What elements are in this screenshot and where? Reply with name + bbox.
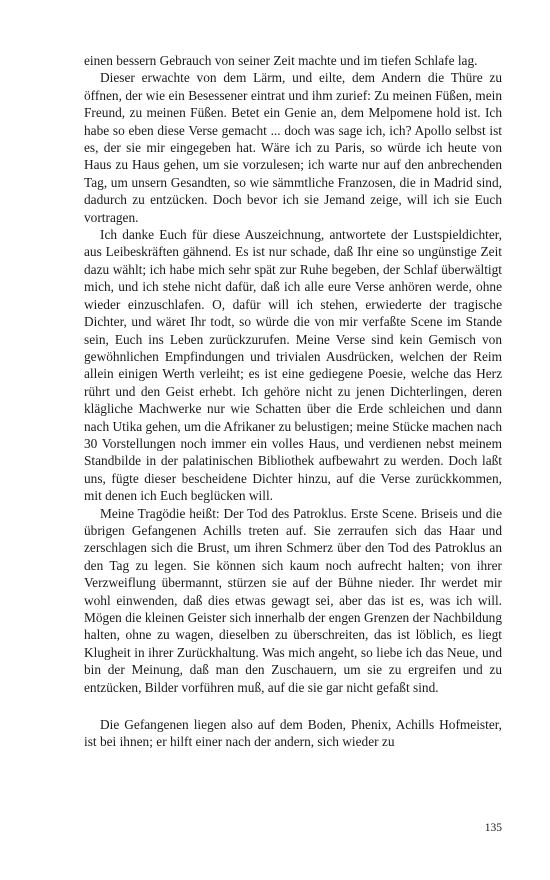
paragraph-4: Meine Tragödie heißt: Der Tod des Patroklus. Erste Scene. Briseis und die übrigen Gefangenen Achills treten auf. Sie zerraufen sich das Haar und zerschlagen sich die Brust, um ihren Schmerz über den Tod des Patroklus an den Tag zu legen. Sie können sich kaum noch aufrecht halten; von ihrer Verzweiflung übermannt, stürzen sie auf der Bühne nieder. Ihr werdet mir wohl einwenden, daß dies etwas gewagt sei, aber das ist es, was ich will. Mögen die kleinen Geister sich innerhalb der engen Grenzen der Nachbildung halten, ohne zu wagen, dieselben zu überschreiten, das ist löblich, es liegt Klugheit in ihrer Zurückhaltung. Was mich angeht, so liebe ich das Neue, und bin der Meinung, daß man den Zuschauern, um sie zu ergreifen und zu entzücken, Bilder vorführen muß, auf die sie gar nicht gefaßt sind. [84,505,502,695]
paragraph-1: einen bessern Gebrauch von seiner Zeit machte und im tiefen Schlafe lag. [84,53,478,68]
paragraph-5: Die Gefangenen liegen also auf dem Boden, Phenix, Achills Hofmeister, ist bei ihnen; er hilft einer nach der andern, sich wieder zu [84,717,502,750]
paragraph-3: Ich danke Euch für diese Auszeichnung, antwortete der Lustspieldichter, aus Leibeskräften gähnend. Es ist nur schade, daß Ihr eine so ungünstige Zeit dazu wählt; ich habe mich sehr spät zur Ruhe begeben, der Schlaf überwältigt mich, und ich stehe nicht dafür, daß ich alle eure Verse anhören werde, ohne wieder einzuschlafen. O, dafür will ich stehen, erwiederte der tragische Dichter, und wäret Ihr todt, so würde die von mir verfaßte Scene im Stande sein, Euch ins Leben zurückzurufen. Meine Verse sind kein Gemisch von gewöhnlichen Empfindungen und trivialen Ausdrücken, welchen der Reim allein einigen Werth verleiht; es ist eine gediegene Poesie, welche das Herz rührt und den Geist erhebt. Ich gehöre nicht zu jenen Dichterlingen, deren klägliche Machwerke nur wie Schatten über die Erde schleichen und dann nach Utika gehen, um die Afrikaner zu belustigen; meine Stücke machen nach 30 Vorstellungen noch immer ein volles Haus, und verdienen nebst meinem Standbilde in der palatinischen Bibliothek aufbewahrt zu werden. Doch laßt uns, fügte dieser bescheidene Dichter hinzu, auf die Verse zurückkommen, mit denen ich Euch beglücken will. [84,227,502,504]
paragraph-2: Dieser erwachte von dem Lärm, und eilte, dem Andern die Thüre zu öffnen, der wie ein Besessener eintrat und ihm zurief: Zu meinen Füßen, mein Freund, zu meinen Füßen. Betet ein Genie an, dem Melpomene hold ist. Ich habe so eben diese Verse gemacht ... doch was sage ich, ich? Apollo selbst ist es, der sie mir eingegeben hat. Wäre ich zu Paris, so würde ich heute von Haus zu Haus gehen, um sie vorzulesen; ich warte nur auf den anbrechenden Tag, um unsern Gesandten, so wie sämmtliche Franzosen, die in Madrid sind, dadurch zu entzücken. Doch bevor ich sie Jemand zeige, will ich sie Euch vortragen. [84,70,502,225]
page-number: 135 [484,822,502,834]
page-body [84,52,502,751]
